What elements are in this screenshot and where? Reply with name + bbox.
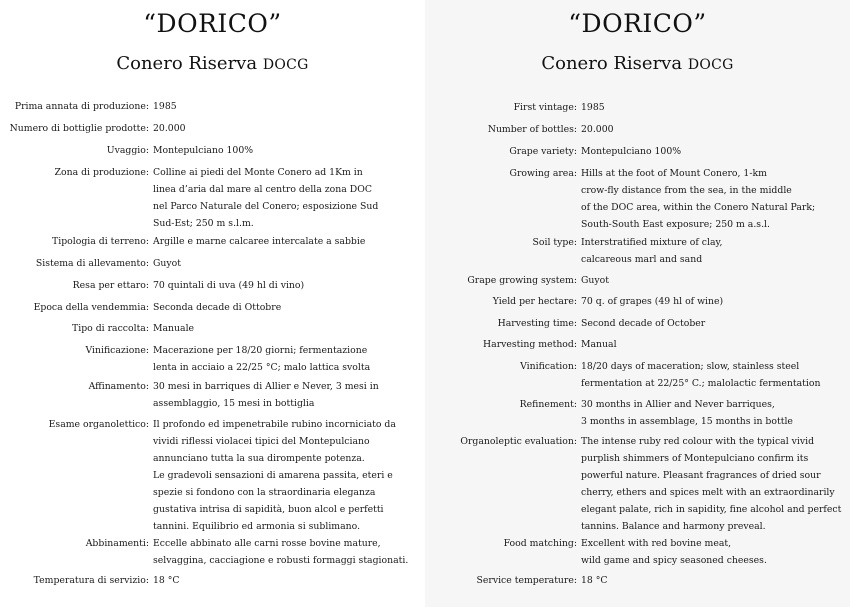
- spec-value: Argille e marne calcaree intercalate a sabbie: [153, 236, 366, 247]
- spec-row-vinification: [0, 342, 425, 376]
- spec-value: Montepulciano 100%: [153, 145, 254, 156]
- spec-row-tasting: [0, 416, 425, 535]
- spec-value: Interstratified mixture of clay, calcareous marl and sand: [581, 237, 723, 265]
- spec-value: 18 °C: [581, 575, 608, 586]
- spec-row-pairing: [0, 535, 425, 569]
- spec-value: Hills at the foot of Mount Conero, 1-km crow-fly distance from the sea, in the middle of the DOC area, within the Conero Natural Park; South-South East exposure; 250 m a.s.l.: [581, 168, 816, 230]
- spec-label: Organoleptic evaluation:: [460, 436, 577, 447]
- spec-label: Numero di bottiglie prodotte:: [9, 123, 149, 134]
- spec-label: Number of bottles:: [487, 124, 577, 135]
- spec-label: Uvaggio:: [106, 145, 149, 156]
- spec-row-first-vintage: [425, 99, 850, 116]
- spec-label: Vinification:: [520, 361, 577, 372]
- spec-row-grape-variety: [425, 143, 850, 160]
- spec-row-grape-variety: [0, 142, 425, 159]
- spec-value: Macerazione per 18/20 giorni; fermentazione lenta in acciaio a 22/25 °C; malo lattica svolta: [153, 345, 371, 373]
- spec-row-growing-area: [0, 164, 425, 232]
- spec-label: Service temperature:: [476, 575, 577, 586]
- spec-row-first-vintage: [0, 98, 425, 115]
- spec-label: Grape variety:: [509, 146, 577, 157]
- spec-value: 30 mesi in barriques di Allier e Never, 3 mesi in assemblaggio, 15 mesi in bottiglia: [153, 381, 379, 409]
- spec-label: Affinamento:: [88, 381, 149, 392]
- spec-row-bottles: [425, 121, 850, 138]
- spec-value: 1985: [153, 101, 177, 112]
- spec-row-training-system: [425, 272, 850, 289]
- spec-label: Temperatura di servizio:: [33, 575, 149, 586]
- spec-value: Il profondo ed impenetrabile rubino incorniciato da vividi riflessi violacei tipici del Montepulciano annunciano tutta la sua dirompente potenza. Le gradevoli sensazioni di amarena passita, eteri e spezie si fondono con la straordinaria eleganza gustativa intrisa di sapidità, buon alcol e perfetti tannini. Equilibrio ed armonia si sublimano.: [153, 419, 396, 532]
- spec-value: 18 °C: [153, 575, 180, 586]
- spec-label: Food matching:: [503, 538, 577, 549]
- spec-label: Harvesting time:: [497, 318, 577, 329]
- spec-label: Sistema di allevamento:: [35, 258, 149, 269]
- spec-value: Manual: [581, 339, 617, 350]
- subtitle-docg: DOCG: [687, 57, 734, 73]
- spec-value: Montepulciano 100%: [581, 146, 682, 157]
- spec-value: 70 quintali di uva (49 hl di vino): [153, 280, 305, 291]
- spec-label: Resa per ettaro:: [72, 280, 149, 291]
- spec-row-bottles: [0, 120, 425, 137]
- subtitle-name: Conero Riserva: [116, 53, 258, 74]
- spec-label: Tipologia di terreno:: [52, 236, 149, 247]
- spec-label: Grape growing system:: [467, 275, 577, 286]
- spec-label: Prima annata di produzione:: [14, 101, 149, 112]
- spec-row-harvest-time: [0, 299, 425, 316]
- spec-row-tasting: [425, 433, 850, 535]
- spec-row-harvest-time: [425, 315, 850, 332]
- spec-label: Yield per hectare:: [492, 296, 577, 307]
- spec-label: Epoca della vendemmia:: [33, 302, 149, 313]
- wine-subtitle: [0, 53, 425, 74]
- spec-value: 20.000: [153, 123, 186, 134]
- spec-value: The intense ruby red colour with the typical vivid purplish shimmers of Montepulciano confirm its powerful nature. Pleasant fragrances of dried sour cherry, ethers and spices melt with an extraordinarily elegant palate, rich in sapidity, fine alcohol and perfect tannins. Balance and harmony preveal.: [581, 436, 842, 532]
- spec-label: Abbinamenti:: [85, 538, 149, 549]
- spec-label: Soil type:: [532, 237, 577, 248]
- spec-row-yield: [0, 277, 425, 294]
- spec-row-training-system: [0, 255, 425, 272]
- wine-title: “DORICO”: [143, 9, 282, 38]
- spec-value: 30 months in Allier and Never barriques, 3 months in assemblage, 15 months in bottle: [581, 399, 793, 427]
- spec-row-serving-temp: [0, 572, 425, 589]
- spec-value: 1985: [581, 102, 605, 113]
- spec-row-serving-temp: [425, 572, 850, 589]
- spec-label: First vintage:: [513, 102, 577, 113]
- spec-value: Guyot: [581, 275, 609, 286]
- spec-label: Tipo di raccolta:: [72, 323, 149, 334]
- subtitle-docg: DOCG: [262, 57, 309, 73]
- spec-value: Seconda decade di Ottobre: [153, 302, 282, 313]
- spec-value: Excellent with red bovine meat, wild game and spicy seasoned cheeses.: [581, 538, 767, 566]
- spec-row-pairing: [425, 535, 850, 569]
- spec-label: Esame organolettico:: [48, 419, 149, 430]
- spec-value: 20.000: [581, 124, 614, 135]
- wine-title: “DORICO”: [568, 9, 707, 38]
- spec-row-harvest-method: [425, 336, 850, 353]
- spec-value: Guyot: [153, 258, 181, 269]
- spec-value: Eccelle abbinato alle carni rosse bovine mature, selvaggina, cacciagione e robusti formaggi stagionati.: [153, 538, 409, 566]
- spec-value: Manuale: [153, 323, 195, 334]
- spec-value: Colline ai piedi del Monte Conero ad 1Km in linea d’aria dal mare al centro della zona DOC nel Parco Naturale del Conero; esposizione Sud Sud-Est; 250 m s.l.m.: [153, 167, 379, 229]
- english-panel: [425, 0, 850, 607]
- spec-label: Vinificazione:: [85, 345, 149, 356]
- spec-row-refinement: [0, 378, 425, 412]
- spec-row-yield: [425, 293, 850, 310]
- spec-label: Zona di produzione:: [54, 167, 149, 178]
- wine-subtitle: [425, 53, 850, 74]
- spec-row-vinification: [425, 358, 850, 392]
- subtitle-name: Conero Riserva: [541, 53, 683, 74]
- spec-value: 70 q. of grapes (49 hl of wine): [581, 296, 724, 307]
- spec-label: Refinement:: [519, 399, 577, 410]
- spec-row-soil: [0, 233, 425, 250]
- spec-label: Harvesting method:: [483, 339, 577, 350]
- spec-row-harvest-method: [0, 320, 425, 337]
- spec-value: 18/20 days of maceration; slow, stainless steel fermentation at 22/25° C.; malolactic fermentation: [581, 361, 821, 389]
- spec-row-refinement: [425, 396, 850, 430]
- spec-value: Second decade of October: [581, 318, 706, 329]
- spec-row-growing-area: [425, 165, 850, 233]
- spec-row-soil: [425, 234, 850, 268]
- spec-label: Growing area:: [509, 168, 577, 179]
